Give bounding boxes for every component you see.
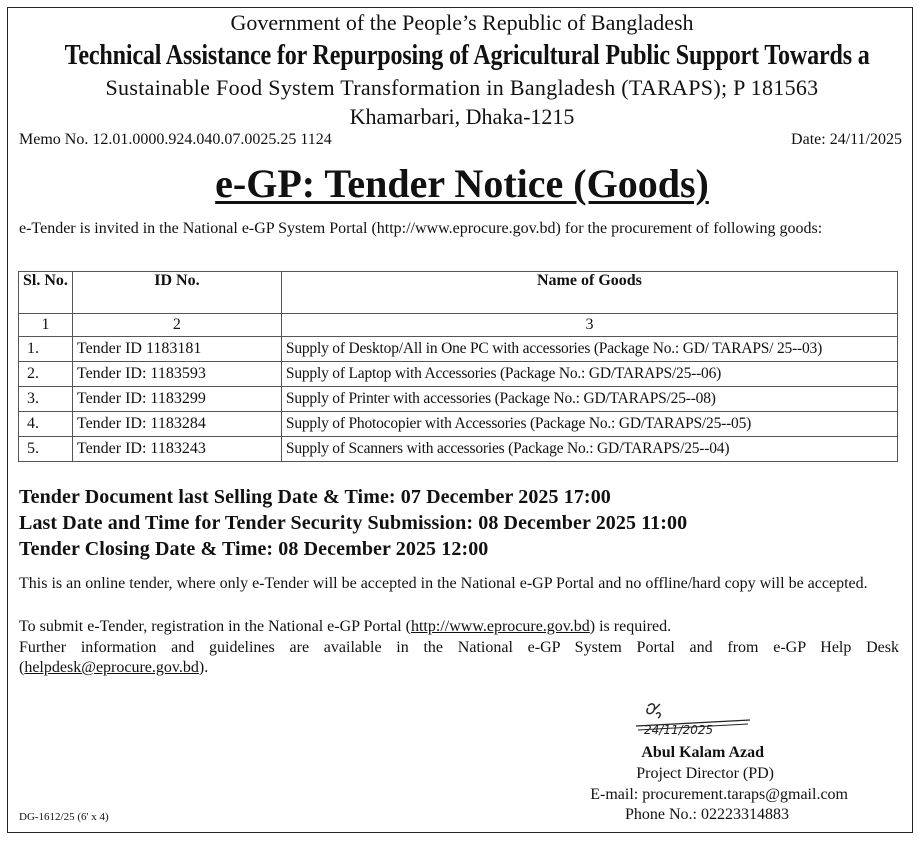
row-goods-name: Supply of Printer with accessories (Package No.: GD/TARAPS/25--08) — [281, 387, 897, 412]
svg-text:24/11/2025: 24/11/2025 — [644, 723, 714, 737]
table-row — [19, 362, 898, 387]
signatory-designation: Project Director (PD) — [636, 765, 774, 782]
index-cell: 3 — [281, 314, 897, 337]
handwritten-signature — [630, 700, 760, 740]
registration-text-end: ) is required. — [589, 618, 672, 635]
row-tender-id: Tender ID: 1183284 — [72, 412, 281, 437]
security-deadline: Last Date and Time for Tender Security Submission: 08 December 2025 11:00 — [19, 512, 688, 534]
row-goods-name: Supply of Photocopier with Accessories (Package No.: GD/TARAPS/25--05) — [281, 412, 897, 437]
government-name: Government of the People’s Republic of Bangladesh — [230, 10, 694, 35]
goods-table — [18, 271, 898, 462]
memo-number: Memo No. 12.01.0000.924.040.07.0025.25 1124 — [19, 131, 332, 148]
row-goods-name: Supply of Laptop with Accessories (Package No.: GD/TARAPS/25--06) — [281, 362, 897, 387]
index-cell: 1 — [19, 314, 73, 337]
table-row — [19, 412, 898, 437]
registration-note — [19, 617, 899, 637]
row-sl: 5. — [19, 437, 73, 462]
dg-reference: DG-1612/25 (6' x 4) — [19, 811, 109, 823]
header-name-of-goods: Name of Goods — [281, 272, 897, 314]
table-header-row — [19, 272, 898, 314]
helpdesk-email-link[interactable]: helpdesk@eprocure.gov.bd — [24, 659, 199, 676]
row-sl: 1. — [19, 337, 73, 362]
signatory-name: Abul Kalam Azad — [641, 744, 764, 761]
row-tender-id: Tender ID: 1183299 — [72, 387, 281, 412]
selling-deadline: Tender Document last Selling Date & Time: 07 December 2025 17:00 — [19, 486, 611, 508]
table-row — [19, 387, 898, 412]
closing-deadline: Tender Closing Date & Time: 08 December 2025 12:00 — [19, 538, 489, 560]
row-goods-name: Supply of Scanners with accessories (Package No.: GD/TARAPS/25--04) — [281, 437, 897, 462]
table-row — [19, 337, 898, 362]
project-title-line2: Sustainable Food System Transformation in Bangladesh (TARAPS); P 181563 — [105, 75, 819, 100]
helpdesk-text-end: ). — [198, 659, 209, 676]
table-index-row — [19, 314, 898, 337]
row-goods-name: Supply of Desktop/All in One PC with accessories (Package No.: GD/ TARAPS/ 25--03) — [281, 337, 897, 362]
row-sl: 3. — [19, 387, 73, 412]
index-cell: 2 — [72, 314, 281, 337]
project-title-line1: Technical Assistance for Repurposing of Agricultural Public Support Towards a — [64, 40, 870, 71]
row-sl: 2. — [19, 362, 73, 387]
memo-date: Date: 24/11/2025 — [791, 131, 902, 148]
table-row — [19, 437, 898, 462]
row-sl: 4. — [19, 412, 73, 437]
header-sl-no: Sl. No. — [19, 272, 73, 314]
signatory-email: E-mail: procurement.taraps@gmail.com — [590, 786, 848, 803]
office-address: Khamarbari, Dhaka-1215 — [349, 104, 575, 129]
signatory-phone: Phone No.: 02223314883 — [625, 806, 789, 823]
online-tender-note: This is an online tender, where only e-Tender will be accepted in the National e-GP Portal and no offline/hard copy will be accepted. — [19, 575, 868, 592]
row-tender-id: Tender ID: 1183593 — [72, 362, 281, 387]
row-tender-id: Tender ID 1183181 — [72, 337, 281, 362]
eprocure-link[interactable]: http://www.eprocure.gov.bd — [410, 618, 590, 635]
helpdesk-note — [19, 638, 899, 678]
intro-text: e-Tender is invited in the National e-GP System Portal (http://www.eprocure.gov.bd) for the procurement of following goods: — [19, 220, 823, 237]
row-tender-id: Tender ID: 1183243 — [72, 437, 281, 462]
header-id-no: ID No. — [72, 272, 281, 314]
notice-title: e-GP: Tender Notice (Goods) — [215, 161, 709, 206]
helpdesk-text: Further information and guidelines are available in the National e-GP System Portal and from e-GP Help Desk ( — [19, 639, 899, 676]
registration-text: To submit e-Tender, registration in the National e-GP Portal ( — [19, 618, 411, 635]
